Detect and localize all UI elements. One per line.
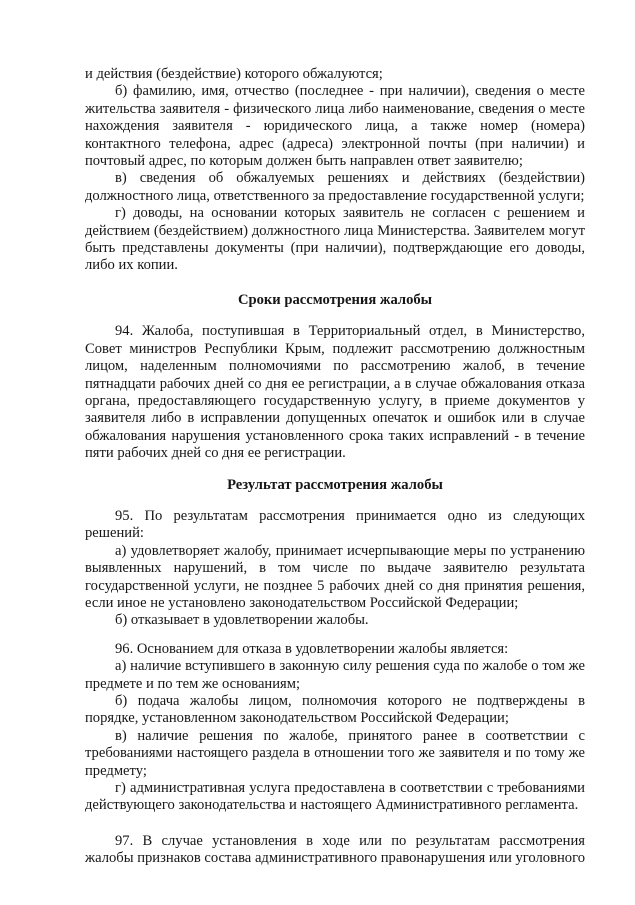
paragraph-97: 97. В случае установления в ходе или по результатам рассмотрения жалобы признаков состава административного правонарушения или уголовного xyxy=(85,832,585,867)
list-item-g-arguments: г) доводы, на основании которых заявитель не согласен с решением и действием (бездействием) должностного лица Министерства. Заявителем могут быть представлены документы (при наличии), подтверждающие его доводы, либо их копии. xyxy=(85,205,585,274)
list-item-96b: б) подача жалобы лицом, полномочия которого не подтверждены в порядке, установленном законодательством Российской Федерации; xyxy=(85,693,585,727)
list-item-95b: б) отказывает в удовлетворении жалобы. xyxy=(115,612,369,629)
list-item-96v: в) наличие решения по жалобе, принятого ранее в соответствии с требованиями настоящего раздела в отношении того же заявителя и по тому же предмету; xyxy=(85,727,585,779)
section-heading-result: Результат рассмотрения жалобы xyxy=(227,476,443,493)
paragraph-96: 96. Основанием для отказа в удовлетворении жалобы является: xyxy=(115,640,509,657)
paragraph-95: 95. По результатам рассмотрения принимается одно из следующих решений: xyxy=(85,507,585,542)
paragraph-intro-line: и действия (бездействие) которого обжалуются; xyxy=(85,66,383,82)
list-item-v-appealed-decisions: в) сведения об обжалуемых решениях и действиях (бездействии) должностного лица, ответственного за предоставление государственной услуги; xyxy=(85,170,585,204)
list-item-96a: а) наличие вступившего в законную силу решения суда по жалобе о том же предмете и по тем же основаниям; xyxy=(85,658,585,692)
paragraph-94: 94. Жалоба, поступившая в Территориальный отдел, в Министерство, Совет министров Республики Крым, подлежит рассмотрению должностным лицом, наделенным полномочиями по рассмотрению жалоб, в течение пятнадцати рабочих дней со дня ее регистрации, а в случае обжалования отказа органа, предоставляющего государственную услугу, в приеме документов у заявителя либо в исправлении допущенных опечаток и ошибок или в случае обжалования нарушения установленного срока таких исправлений - в течение пяти рабочих дней со дня ее регистрации. xyxy=(85,323,585,462)
list-item-b-applicant-details: б) фамилию, имя, отчество (последнее - при наличии), сведения о месте жительства заявителя - физического лица либо наименование, сведения о месте нахождения заявителя - юридического лица, а также номер (номера) контактного телефона, адрес (адреса) электронной почты (при наличии) и почтовый адрес, по которым должен быть направлен ответ заявителю; xyxy=(85,83,585,170)
document-page xyxy=(85,66,585,868)
section-heading-terms: Сроки рассмотрения жалобы xyxy=(237,291,433,308)
list-item-95a: а) удовлетворяет жалобу, принимает исчерпывающие меры по устранению выявленных нарушений, в том числе по выдаче заявителю результата государственной услуги, не позднее 5 рабочих дней со дня принятия решения, если иное не установлено законодательством Российской Федерации; xyxy=(85,542,585,611)
list-item-96g: г) административная услуга предоставлена в соответствии с требованиями действующего законодательства и настоящего Административного регламента. xyxy=(85,780,585,814)
